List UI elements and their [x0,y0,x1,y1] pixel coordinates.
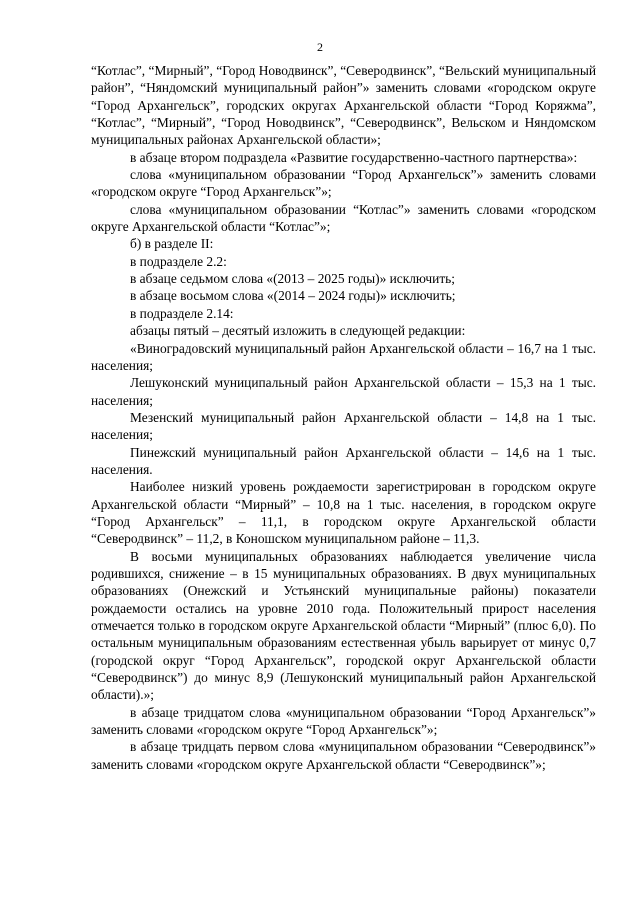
paragraph-3: слова «муниципальном образовании “Город Архангельск”» заменить словами «городском округе “Город Архангельск”»; [91,167,596,200]
paragraph-16: В восьми муниципальных образованиях наблюдается увеличение числа родившихся, снижение – в 15 муниципальных образованиях. В двух муниципальных образованиях (Онежский и Устьянский муниципальные районы) показатели рождаемости остались на уровне 2010 года. Положительный прирост населения отмечается только в городском округе Архангельской области “Мирный” (плюс 6,0). По остальным муниципальным образованиям естественная убыль варьирует от минус 0,7 (городской округ “Город Архангельск”, городской округ Архангельской области “Северодвинск”) до минус 8,9 (Лешуконский муниципальный район Архангельской области).»; [91,548,596,703]
paragraph-11: «Виноградовский муниципальный район Архангельской области – 16,7 на 1 тыс. населения; [91,340,596,373]
paragraph-8: в абзаце восьмом слова «(2014 – 2024 годы)» исключить; [130,288,456,304]
paragraph-9: в подразделе 2.14: [130,305,234,321]
paragraph-6: в подразделе 2.2: [130,253,227,269]
paragraph-13: Мезенский муниципальный район Архангельской области – 14,8 на 1 тыс. населения; [91,409,596,443]
paragraph-7: в абзаце седьмом слова «(2013 – 2025 годы)» исключить; [130,271,456,287]
paragraph-15: Наиболее низкий уровень рождаемости зарегистрирован в городском округе Архангельской области “Мирный” – 10,8 на 1 тыс. населения, в городском округе “Город Архангельск” – 11,1, в городском округе Архангельской области “Северодвинск” – 11,2, в Коношском муниципальном районе – 11,3. [91,479,596,547]
paragraph-5: б) в разделе II: [130,236,214,252]
paragraph-12: Лешуконский муниципальный район Архангельской области – 15,3 на 1 тыс. населения; [91,375,596,408]
paragraph-1: “Котлас”, “Мирный”, “Город Новодвинск”, “Северодвинск”, “Вельский муниципальный район”, “Няндомский муниципальный район”» заменить словами «городском округе “Город Архангельск”, городских округах Архангельской области “Город Коряжма”, “Котлас”, “Мирный”, “Город Новодвинск”, “Северодвинск”, Вельском и Няндомском муниципальных районах Архангельской области»; [91,63,596,148]
paragraph-14: Пинежский муниципальный район Архангельской области – 14,6 на 1 тыс. населения. [91,444,596,477]
document-body [91,62,596,773]
paragraph-18: в абзаце тридцать первом слова «муниципальном образовании “Северодвинск”» заменить словами «городском округе Архангельской области “Северодвинск”»; [91,739,596,772]
paragraph-4: слова «муниципальном образовании “Котлас”» заменить словами «городском округе Архангельской области “Котлас”»; [91,201,596,235]
paragraph-10: абзацы пятый – десятый изложить в следующей редакции: [130,323,466,339]
page-number: 2 [317,40,323,54]
paragraph-2: в абзаце втором подраздела «Развитие государственно-частного партнерства»: [130,149,578,165]
paragraph-17: в абзаце тридцатом слова «муниципальном образовании “Город Архангельск”» заменить словами «городском округе “Город Архангельск”»; [91,704,596,738]
